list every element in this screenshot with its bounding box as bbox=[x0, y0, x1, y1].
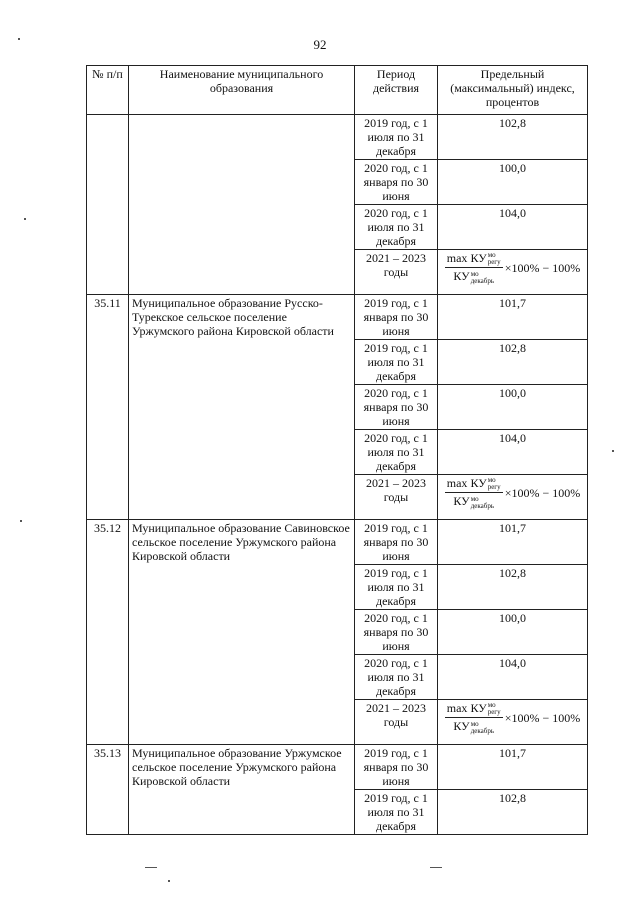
formula-denominator bbox=[451, 493, 496, 509]
period-cell: 2020 год, с 1 июля по 31 декабря bbox=[355, 430, 438, 475]
formula-ku: КУ bbox=[453, 494, 470, 509]
formula-ku: КУ bbox=[453, 719, 470, 734]
index-value-cell: 101,7 bbox=[438, 295, 588, 340]
scan-speck bbox=[430, 867, 442, 868]
formula-indices bbox=[471, 496, 494, 510]
table-row bbox=[87, 745, 588, 790]
formula-fraction bbox=[445, 476, 503, 510]
municipality-name: Муниципальное образование Русско-Турекское сельское поселение Уржумского района Кировской области bbox=[129, 295, 355, 520]
table-row bbox=[87, 115, 588, 160]
header-period: Период действия bbox=[355, 66, 438, 115]
formula-tail: ×100% − 100% bbox=[504, 260, 581, 275]
formula-max: max bbox=[446, 476, 468, 490]
header-index: Предельный (максимальный) индекс, процентов bbox=[438, 66, 588, 115]
formula-indices bbox=[488, 252, 501, 266]
table-header-row bbox=[87, 66, 588, 115]
period-cell: 2019 год, с 1 июля по 31 декабря bbox=[355, 340, 438, 385]
formula-sub: регу bbox=[487, 258, 501, 267]
formula-max: max bbox=[446, 251, 468, 265]
formula-indices bbox=[471, 271, 494, 285]
name-cell-empty bbox=[129, 115, 355, 295]
index-value-cell: 101,7 bbox=[438, 745, 588, 790]
table-row bbox=[87, 295, 588, 340]
formula-ku: КУ bbox=[470, 251, 487, 265]
scan-speck bbox=[24, 218, 26, 220]
formula-denominator bbox=[451, 268, 496, 284]
index-formula bbox=[441, 251, 584, 285]
period-cell: 2020 год, с 1 июля по 31 декабря bbox=[355, 205, 438, 250]
period-cell: 2019 год, с 1 января по 30 июня bbox=[355, 520, 438, 565]
period-cell: 2020 год, с 1 января по 30 июня bbox=[355, 610, 438, 655]
scan-speck bbox=[20, 520, 22, 522]
index-value-cell: 101,7 bbox=[438, 520, 588, 565]
formula-sup: мо bbox=[487, 251, 496, 260]
scan-speck bbox=[612, 450, 614, 452]
formula-ku: КУ bbox=[470, 476, 487, 490]
formula-cell bbox=[438, 475, 588, 520]
scan-speck bbox=[145, 867, 157, 868]
formula-numerator bbox=[445, 701, 503, 718]
formula-tail: ×100% − 100% bbox=[504, 710, 581, 725]
num-cell-empty bbox=[87, 115, 129, 295]
formula-cell bbox=[438, 700, 588, 745]
period-cell: 2020 год, с 1 января по 30 июня bbox=[355, 160, 438, 205]
period-cell: 2019 год, с 1 июля по 31 декабря bbox=[355, 565, 438, 610]
period-cell: 2019 год, с 1 июля по 31 декабря bbox=[355, 115, 438, 160]
scan-speck bbox=[18, 38, 20, 40]
formula-tail: ×100% − 100% bbox=[504, 485, 581, 500]
formula-sub: декабрь bbox=[470, 501, 495, 510]
formula-denominator bbox=[451, 718, 496, 734]
period-cell: 2019 год, с 1 июля по 31 декабря bbox=[355, 790, 438, 835]
formula-fraction bbox=[445, 701, 503, 735]
index-value-cell: 102,8 bbox=[438, 565, 588, 610]
table-row bbox=[87, 520, 588, 565]
index-value-cell: 102,8 bbox=[438, 115, 588, 160]
index-value-cell: 100,0 bbox=[438, 610, 588, 655]
row-number: 35.11 bbox=[87, 295, 129, 520]
scan-speck bbox=[168, 880, 170, 882]
formula-indices bbox=[488, 477, 501, 491]
formula-ku: КУ bbox=[470, 701, 487, 715]
formula-sup: мо bbox=[487, 701, 496, 710]
header-name: Наименование муниципального образования bbox=[129, 66, 355, 115]
period-cell: 2021 – 2023 годы bbox=[355, 475, 438, 520]
index-value-cell: 102,8 bbox=[438, 340, 588, 385]
formula-sup: мо bbox=[470, 719, 479, 728]
row-number: 35.12 bbox=[87, 520, 129, 745]
index-value-cell: 102,8 bbox=[438, 790, 588, 835]
tariff-index-table bbox=[86, 65, 588, 835]
index-value-cell: 104,0 bbox=[438, 430, 588, 475]
period-cell: 2021 – 2023 годы bbox=[355, 250, 438, 295]
index-formula bbox=[441, 476, 584, 510]
formula-sup: мо bbox=[470, 269, 479, 278]
page-number: 92 bbox=[313, 37, 327, 52]
formula-sub: декабрь bbox=[470, 726, 495, 735]
table-body bbox=[87, 66, 588, 835]
index-value-cell: 100,0 bbox=[438, 160, 588, 205]
period-cell: 2021 – 2023 годы bbox=[355, 700, 438, 745]
index-value-cell: 104,0 bbox=[438, 205, 588, 250]
formula-sub: регу bbox=[487, 483, 501, 492]
index-value-cell: 100,0 bbox=[438, 385, 588, 430]
period-cell: 2019 год, с 1 января по 30 июня bbox=[355, 745, 438, 790]
formula-cell bbox=[438, 250, 588, 295]
formula-indices bbox=[471, 721, 494, 735]
municipality-name: Муниципальное образование Уржумское сельское поселение Уржумского района Кировской области bbox=[129, 745, 355, 835]
period-cell: 2019 год, с 1 января по 30 июня bbox=[355, 295, 438, 340]
formula-numerator bbox=[445, 251, 503, 268]
formula-sub: регу bbox=[487, 708, 501, 717]
formula-max: max bbox=[446, 701, 468, 715]
formula-fraction bbox=[445, 251, 503, 285]
formula-sub: декабрь bbox=[470, 276, 495, 285]
row-number: 35.13 bbox=[87, 745, 129, 835]
formula-sup: мо bbox=[487, 476, 496, 485]
municipality-name: Муниципальное образование Савиновское сельское поселение Уржумского района Кировской области bbox=[129, 520, 355, 745]
index-value-cell: 104,0 bbox=[438, 655, 588, 700]
formula-indices bbox=[488, 702, 501, 716]
header-num: № п/п bbox=[87, 66, 129, 115]
formula-sup: мо bbox=[470, 494, 479, 503]
formula-ku: КУ bbox=[453, 269, 470, 284]
period-cell: 2020 год, с 1 января по 30 июня bbox=[355, 385, 438, 430]
formula-numerator bbox=[445, 476, 503, 493]
index-formula bbox=[441, 701, 584, 735]
period-cell: 2020 год, с 1 июля по 31 декабря bbox=[355, 655, 438, 700]
